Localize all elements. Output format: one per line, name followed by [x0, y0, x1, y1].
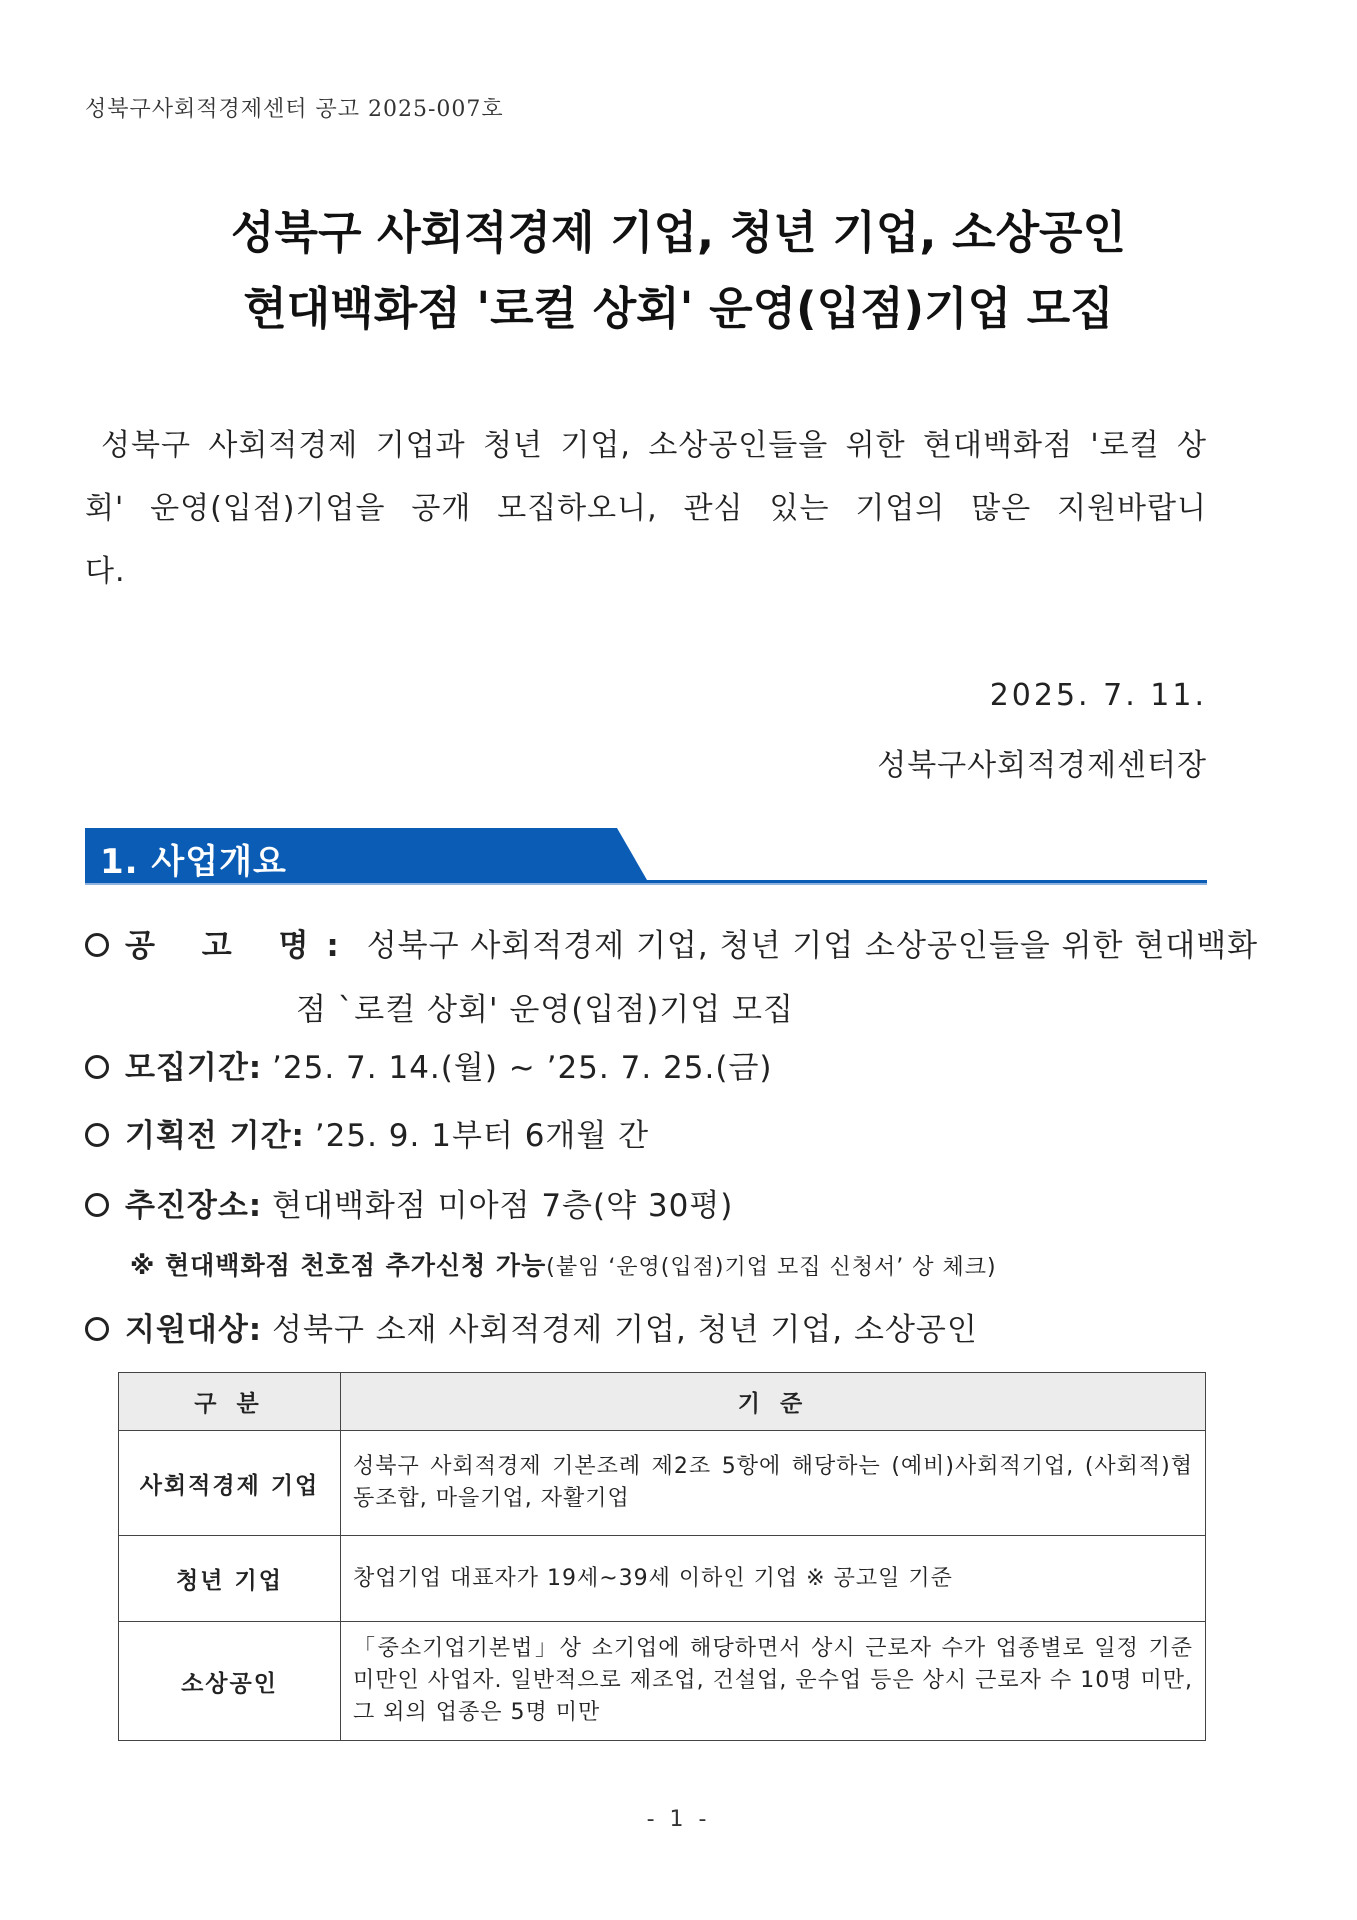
document-title-line1: 성북구 사회적경제 기업, 청년 기업, 소상공인 [231, 206, 1126, 259]
intro-line-2: 회' 운영(입점)기업을 공개 모집하오니, 관심 있는 기업의 많은 지원바랍니 [85, 491, 1207, 526]
item-value: ’25. 7. 14.(월) ~ ’25. 7. 25.(금) [272, 1050, 773, 1086]
intro-paragraph [85, 414, 1207, 603]
intro-line-1: 성북구 사회적경제 기업과 청년 기업, 소상공인들을 위한 현대백화점 '로컬 상 [101, 428, 1207, 463]
issuer-signature: 성북구사회적경제센터장 [877, 748, 1207, 783]
item-label: 기획전 기간: [125, 1118, 305, 1154]
item-value: 성북구 사회적경제 기업, 청년 기업 소상공인들을 위한 현대백화 [366, 928, 1259, 964]
table-row [119, 1536, 1206, 1622]
item-notice-name-cont: 점 `로컬 상회' 운영(입점)기업 모집 [296, 992, 794, 1028]
circle-bullet-icon [85, 1123, 109, 1147]
table-header-category: 구 분 [119, 1373, 341, 1431]
table-cell-criteria: 창업기업 대표자가 19세~39세 이하인 기업 ※ 공고일 기준 [341, 1536, 1206, 1622]
circle-bullet-icon [85, 1193, 109, 1217]
table-cell-category: 소상공인 [119, 1622, 341, 1741]
item-location [85, 1180, 733, 1225]
item-label: 추진장소: [125, 1188, 263, 1224]
item-target [85, 1304, 978, 1349]
notice-date: 2025. 7. 11. [989, 678, 1207, 713]
item-value: 현대백화점 미아점 7층(약 30평) [272, 1188, 734, 1224]
section-underline-light [85, 883, 1207, 885]
section-title: 1. 사업개요 [100, 842, 287, 882]
item-value: ’25. 9. 1부터 6개월 간 [314, 1118, 650, 1154]
document-title-line2: 현대백화점 '로컬 상회' 운영(입점)기업 모집 [243, 282, 1114, 335]
circle-bullet-icon [85, 933, 109, 957]
table-header-criteria: 기 준 [341, 1373, 1206, 1431]
circle-bullet-icon [85, 1055, 109, 1079]
circle-bullet-icon [85, 1317, 109, 1341]
notice-number: 성북구사회적경제센터 공고 2025-007호 [85, 97, 504, 122]
item-label: 공 고 명: [125, 928, 357, 964]
item-value: 성북구 소재 사회적경제 기업, 청년 기업, 소상공인 [272, 1312, 978, 1348]
item-notice-name [85, 920, 1258, 965]
table-row [119, 1622, 1206, 1741]
table-cell-category: 청년 기업 [119, 1536, 341, 1622]
item-recruit-period [85, 1042, 772, 1087]
table-cell-criteria: 성북구 사회적경제 기본조례 제2조 5항에 해당하는 (예비)사회적기업, (사회적)협동조합, 마을기업, 자활기업 [341, 1431, 1206, 1536]
table-header-row [119, 1373, 1206, 1431]
eligibility-table [118, 1372, 1206, 1741]
table-row [119, 1431, 1206, 1536]
item-exhibition-period [85, 1110, 649, 1155]
page-number: - 1 - [646, 1807, 711, 1832]
note-main: ※ 현대백화점 천호점 추가신청 가능 [130, 1251, 547, 1280]
table-cell-criteria: 「중소기업기본법」상 소기업에 해당하면서 상시 근로자 수가 업종별로 일정 기준 미만인 사업자. 일반적으로 제조업, 건설업, 운수업 등은 상시 근로자 수 10명 미만, 그 외의 업종은 5명 미만 [341, 1622, 1206, 1741]
location-note [130, 1246, 997, 1282]
item-label: 모집기간: [125, 1050, 263, 1086]
intro-line-3: 다. [85, 554, 126, 589]
item-label: 지원대상: [125, 1312, 263, 1348]
note-sub: (붙임 ‘운영(입점)기업 모집 신청서’ 상 체크) [546, 1255, 997, 1280]
table-cell-category: 사회적경제 기업 [119, 1431, 341, 1536]
